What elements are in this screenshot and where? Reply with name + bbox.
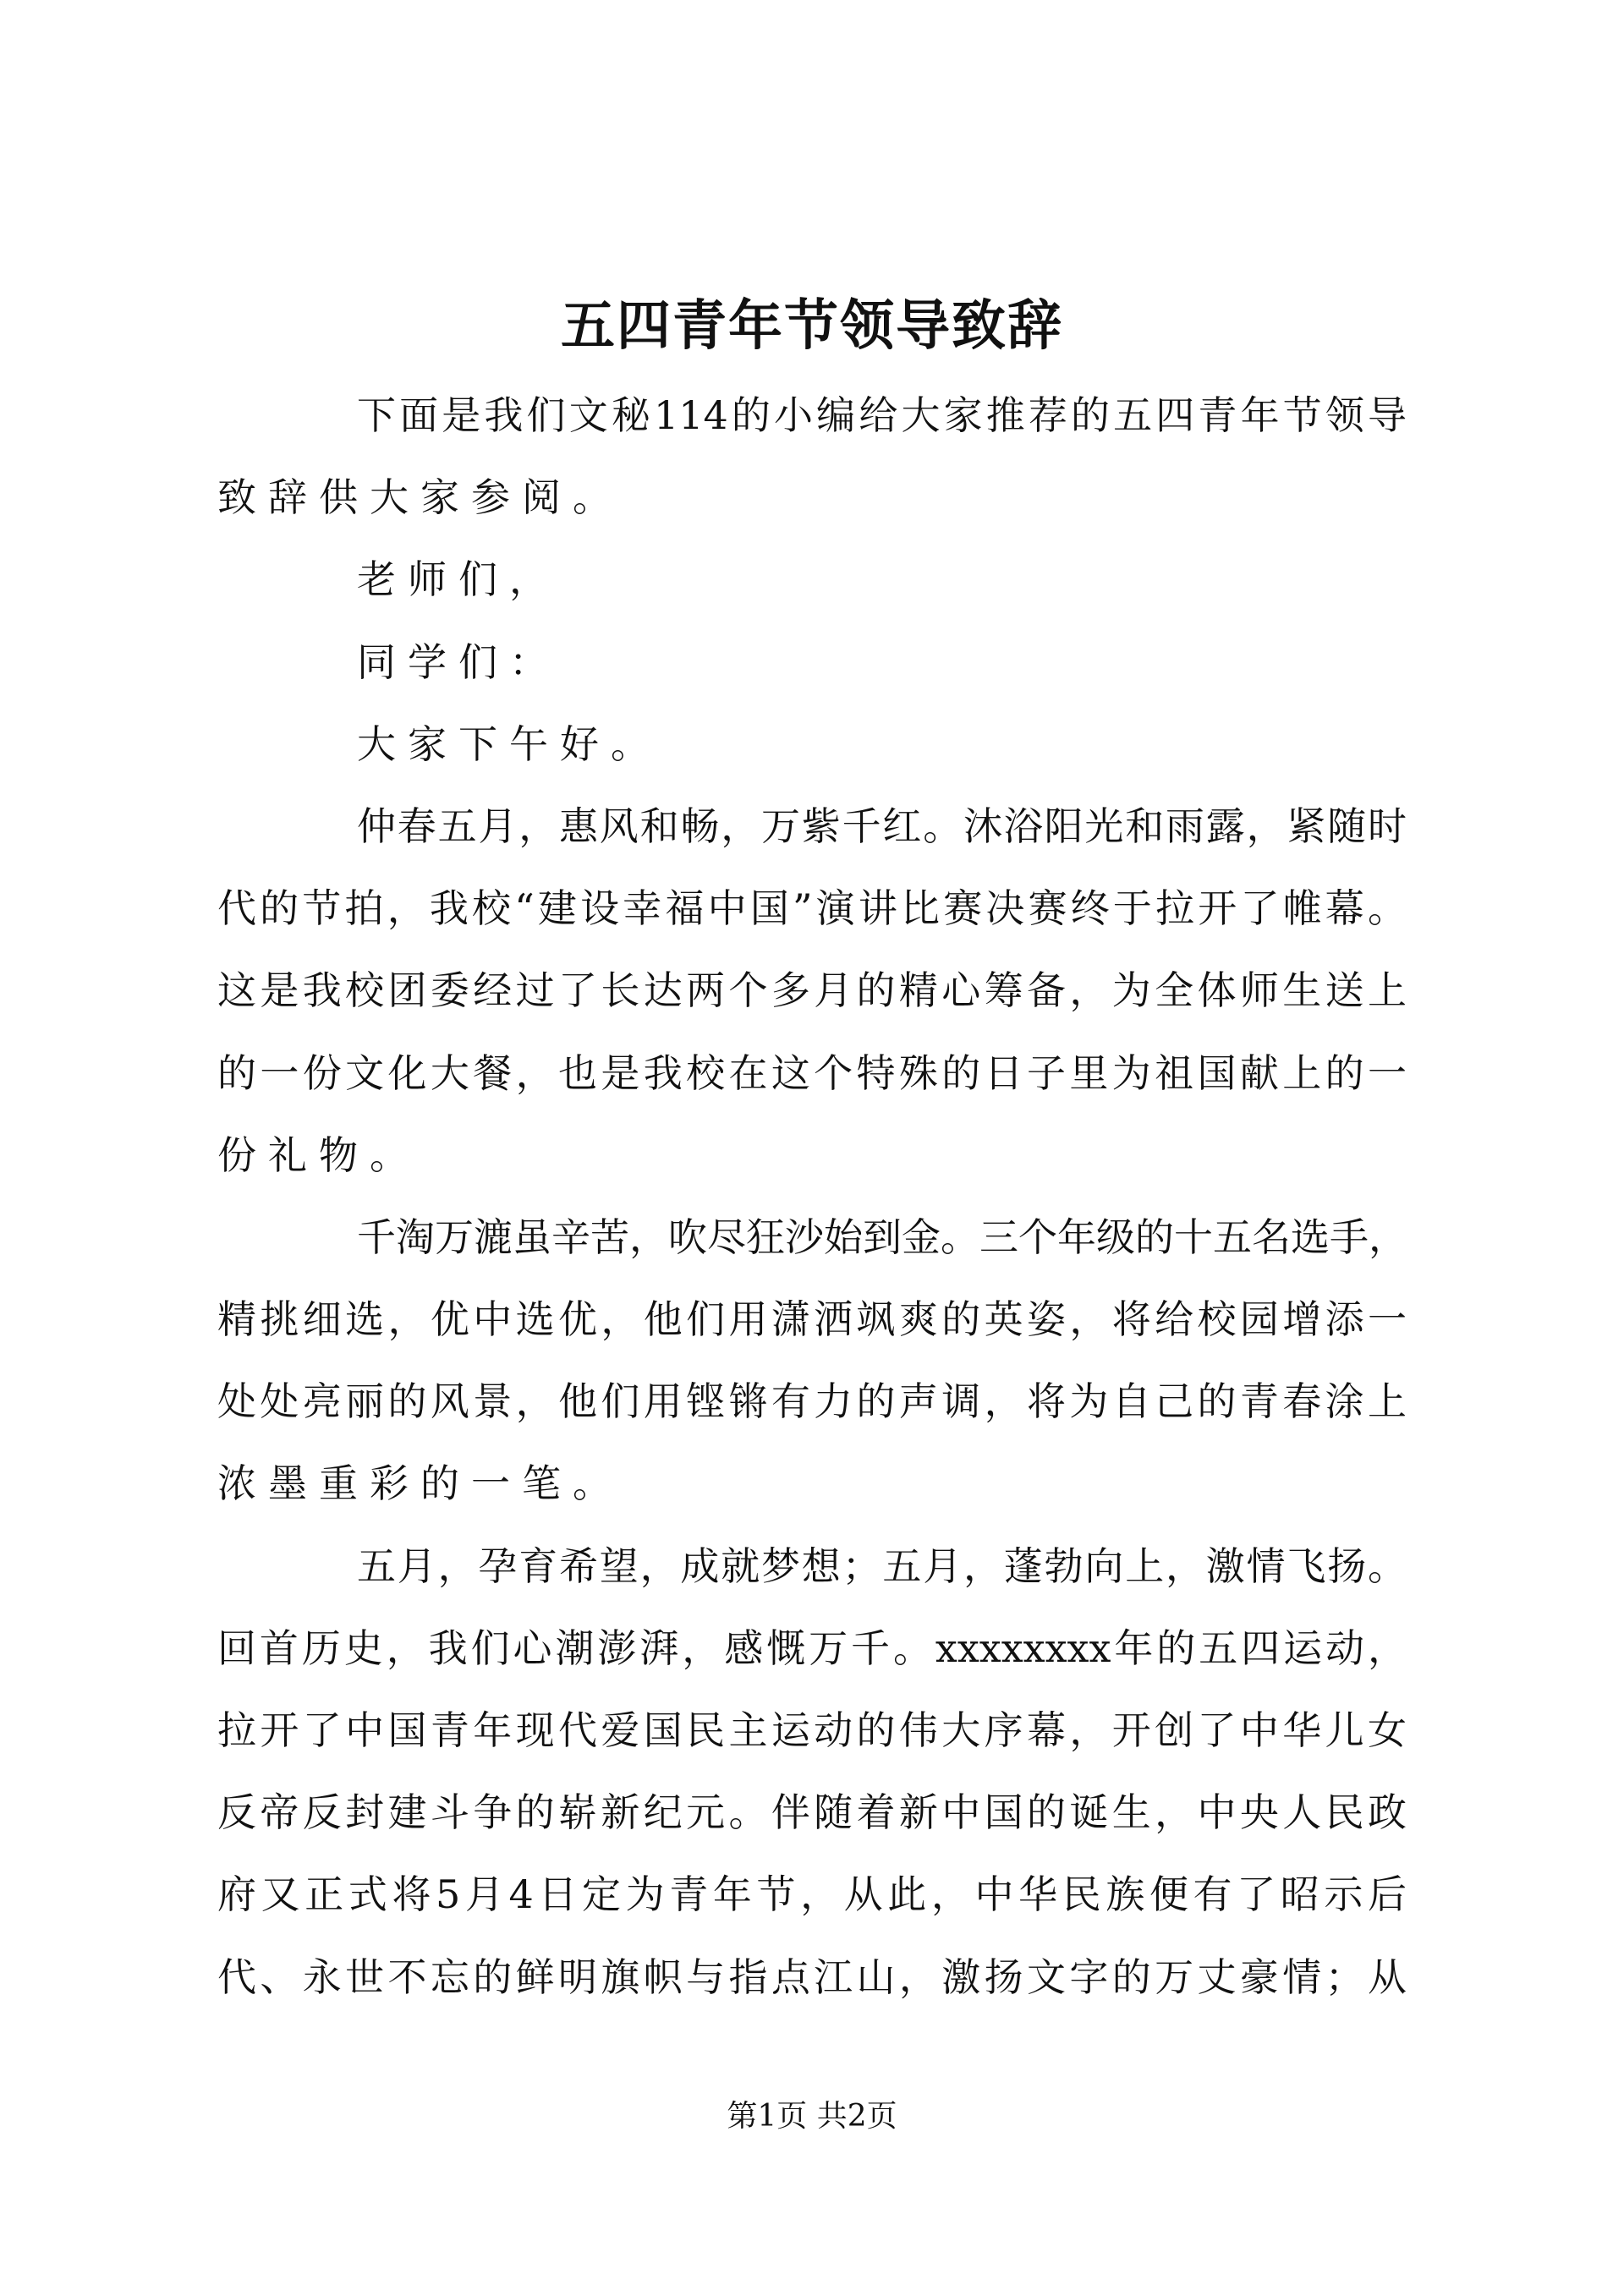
text-line: 大家下午好。	[357, 721, 661, 767]
text-line: 的一份文化大餐，也是我校在这个特殊的日子里为祖国献上的一	[217, 1049, 1407, 1096]
text-line: 浓墨重彩的一笔。	[217, 1460, 623, 1507]
paragraph	[217, 375, 1407, 539]
text-line: 府又正式将5月4日定为青年节，从此，中华民族便有了昭示后	[217, 1871, 1407, 1918]
text-line: 代、永世不忘的鲜明旗帜与指点江山，激扬文字的万丈豪情；从	[217, 1954, 1407, 2000]
text-line: 千淘万漉虽辛苦，吹尽狂沙始到金。三个年级的十五名选手，	[357, 1214, 1407, 1260]
text-line: 处处亮丽的风景，他们用铿锵有力的声调，将为自己的青春涂上	[217, 1378, 1407, 1425]
text-line: 五月，孕育希望，成就梦想；五月，蓬勃向上，激情飞扬。	[357, 1543, 1407, 1589]
paragraph	[217, 1526, 1407, 2019]
paragraph	[217, 786, 1407, 1197]
text-line: 代的节拍，我校“建设幸福中国”演讲比赛决赛终于拉开了帷幕。	[217, 885, 1407, 932]
text-line: 仲春五月，惠风和畅，万紫千红。沐浴阳光和雨露，紧随时	[357, 803, 1407, 849]
document-title: 五四青年节领导致辞	[561, 294, 1063, 358]
text-line: 拉开了中国青年现代爱国民主运动的伟大序幕，开创了中华儿女	[217, 1707, 1407, 1753]
text-line: 这是我校团委经过了长达两个多月的精心筹备，为全体师生送上	[217, 967, 1407, 1014]
text-line: 反帝反封建斗争的崭新纪元。伴随着新中国的诞生，中央人民政	[217, 1789, 1407, 1836]
paragraph	[217, 539, 1407, 621]
page-footer: 第1页 共2页	[727, 2099, 897, 2134]
text-line: 回首历史，我们心潮澎湃，感慨万千。xxxxxxxx年的五四运动，	[217, 1625, 1407, 1671]
document-body	[217, 375, 1407, 2019]
paragraph	[217, 622, 1407, 704]
paragraph	[217, 704, 1407, 786]
text-line: 精挑细选，优中选优，他们用潇洒飒爽的英姿，将给校园增添一	[217, 1296, 1407, 1343]
text-line: 致辞供大家参阅。	[217, 474, 623, 521]
text-line: 老师们，	[357, 556, 560, 603]
text-line: 份礼物。	[217, 1132, 420, 1178]
text-line: 下面是我们文秘114的小编给大家推荐的五四青年节领导	[357, 392, 1407, 438]
text-line: 同学们：	[357, 638, 560, 685]
paragraph	[217, 1197, 1407, 1526]
